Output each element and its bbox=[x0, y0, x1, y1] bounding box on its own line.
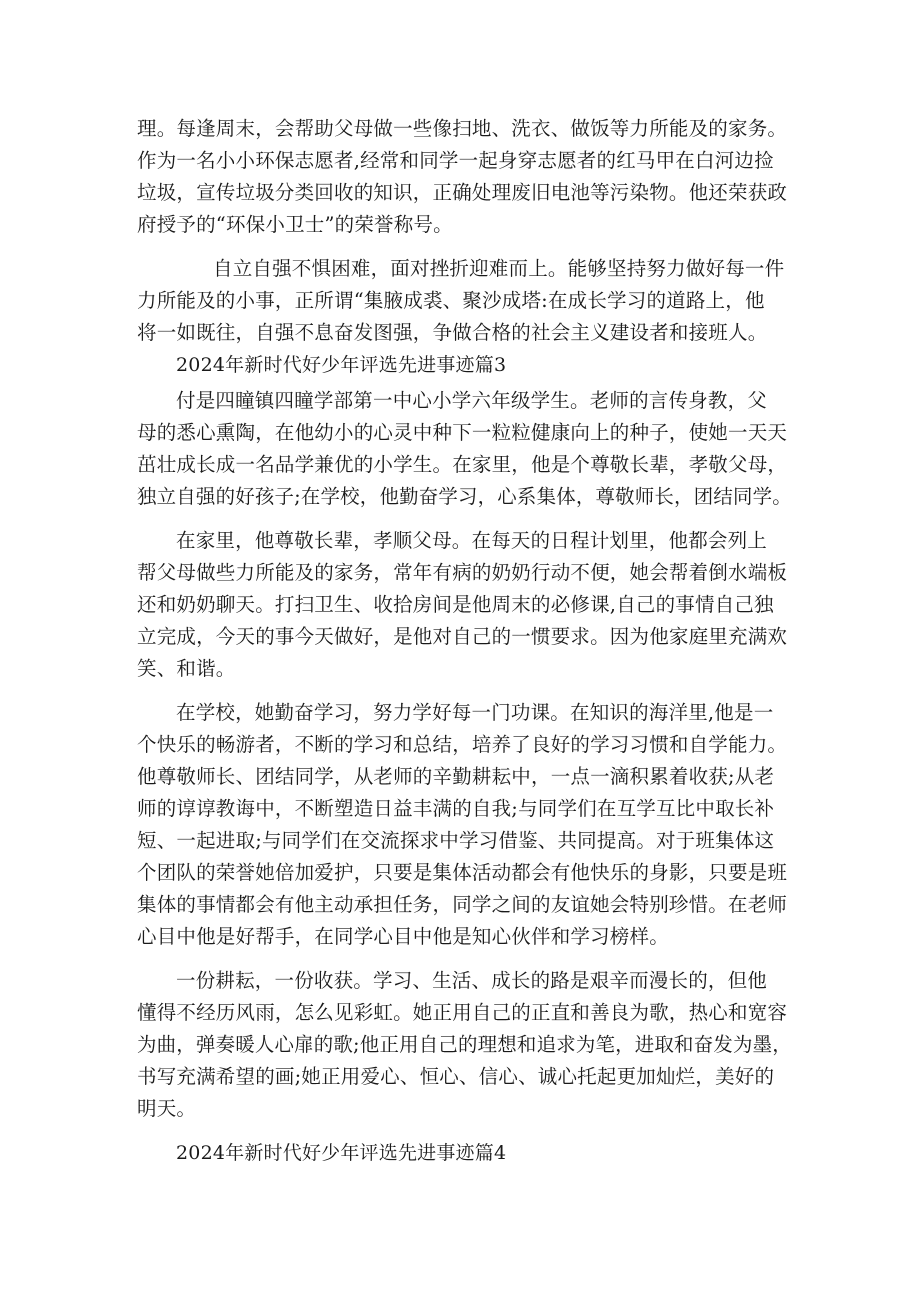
section-heading: 2024年新时代好少年评选先进事迹篇4 bbox=[176, 1142, 507, 1164]
text-line: 独立自强的好孩子;在学校，他勤奋学习，心系集体，尊敬师长，团结同学。 bbox=[137, 485, 792, 508]
text-line: 师的谆谆教诲中，不断塑造日益丰满的自我;与同学们在互学互比中取长补 bbox=[137, 797, 775, 820]
text-line: 书写充满希望的画;她正用爱心、恒心、信心、诚心托起更加灿烂，美好的 bbox=[137, 1065, 775, 1088]
text-line: 懂得不经历风雨，怎么见彩虹。她正用自己的正直和善良为歌，热心和宽容 bbox=[137, 1001, 788, 1024]
text-line: 还和奶奶聊天。打扫卫生、收拾房间是他周末的必修课,自己的事情自己独 bbox=[137, 593, 774, 616]
text-line: 帮父母做些力所能及的家务，常年有病的奶奶行动不便，她会帮着倒水端板 bbox=[137, 561, 788, 584]
text-line: 立完成，今天的事今天做好，是他对自己的一惯要求。因为他家庭里充满欢 bbox=[137, 625, 788, 648]
section-heading: 2024年新时代好少年评选先进事迹篇3 bbox=[176, 354, 507, 376]
text-line: 个团队的荣誉她倍加爱护，只要是集体活动都会有他快乐的身影，只要是班 bbox=[137, 861, 788, 884]
text-line: 短、一起进取;与同学们在交流探求中学习借鉴、共同提高。对于班集体这 bbox=[137, 829, 775, 852]
text-line: 明天。 bbox=[137, 1097, 197, 1120]
text-line: 为曲，弹奏暖人心扉的歌;他正用自己的理想和追求为笔，进取和奋发为墨， bbox=[137, 1033, 792, 1056]
text-line: 力所能及的小事，正所谓“集腋成裘、聚沙成塔:在成长学习的道路上，他 bbox=[137, 289, 765, 312]
paragraph-start: 一份耕耘，一份收获。学习、生活、成长的路是艰辛而漫长的，但他 bbox=[176, 969, 768, 992]
paragraph-start: 在学校，她勤奋学习，努力学好每一门功课。在知识的海洋里,他是一 bbox=[176, 701, 774, 724]
text-line: 作为一名小小环保志愿者,经常和同学一起身穿志愿者的红马甲在白河边捡 bbox=[137, 149, 774, 172]
text-line: 个快乐的畅游者，不断的学习和总结，培养了良好的学习习惯和自学能力。 bbox=[137, 733, 788, 756]
text-line: 集体的事情都会有他主动承担任务，同学之间的友谊她会特别珍惜。在老师 bbox=[137, 893, 788, 916]
text-line: 将一如既往，自强不息奋发图强，争做合格的社会主义建设者和接班人。 bbox=[137, 321, 768, 344]
text-line: 垃圾，宣传垃圾分类回收的知识，正确处理废旧电池等污染物。他还荣获政 bbox=[137, 181, 788, 204]
text-line: 理。每逢周末，会帮助父母做一些像扫地、洗衣、做饭等力所能及的家务。 bbox=[137, 117, 788, 140]
text-line: 心目中他是好帮手，在同学心目中他是知心伙伴和学习榜样。 bbox=[137, 925, 669, 948]
text-line: 府授予的“环保小卫士”的荣誉称号。 bbox=[137, 213, 453, 236]
text-line: 笑、和谐。 bbox=[137, 657, 236, 680]
paragraph-start: 在家里，他尊敬长辈，孝顺父母。在每天的日程计划里，他都会列上 bbox=[176, 529, 768, 552]
text-line: 母的悉心熏陶，在他幼小的心灵中种下一粒粒健康向上的种子，使她一天天 bbox=[137, 421, 788, 444]
text-line: 他尊敬师长、团结同学，从老师的辛勤耕耘中，一点一滴积累着收获;从老 bbox=[137, 765, 775, 788]
paragraph-start: 付是四瞳镇四瞳学部第一中心小学六年级学生。老师的言传身教，父 bbox=[176, 389, 768, 412]
text-line: 茁壮成长成一名品学兼优的小学生。在家里，他是个尊敬长辈，孝敬父母， bbox=[137, 453, 788, 476]
paragraph-start: 自立自强不惧困难，面对挫折迎难而上。能够坚持努力做好每一件 bbox=[213, 257, 785, 280]
